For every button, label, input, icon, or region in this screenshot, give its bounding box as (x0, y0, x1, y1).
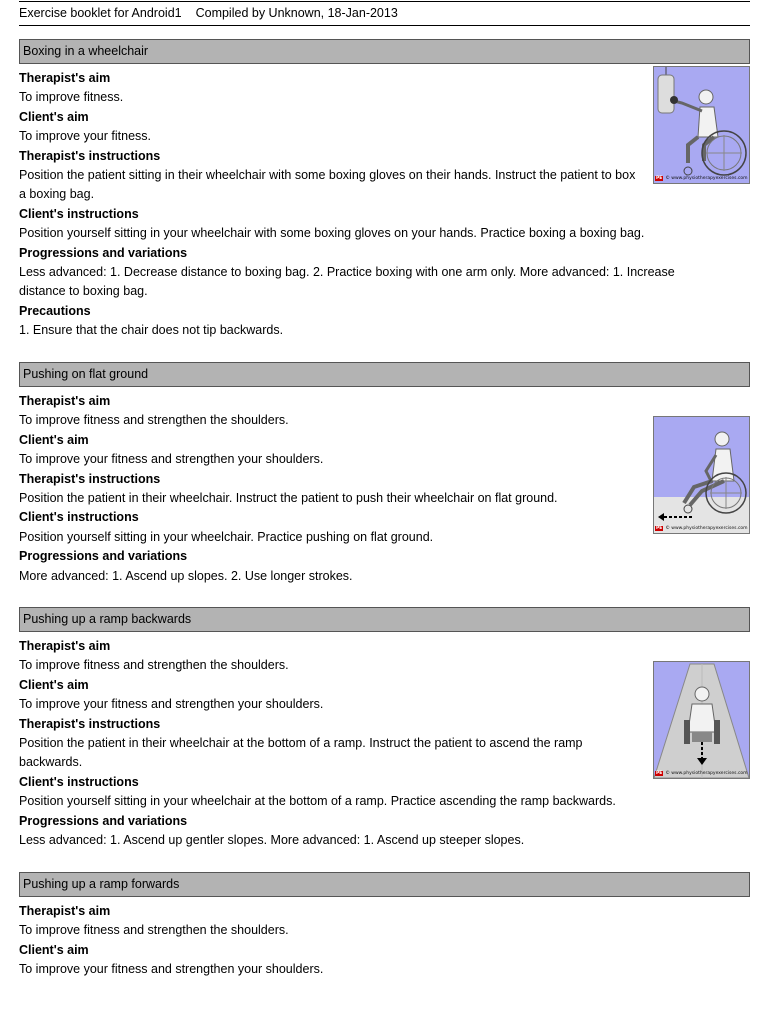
exercise-ramp-backwards (19, 607, 750, 850)
wheelchair-ramp-backwards-illustration (653, 661, 750, 779)
therapist-aim-text: To improve fitness. (19, 90, 124, 105)
client-instructions-heading: Client's instructions (19, 510, 139, 525)
therapist-aim-heading: Therapist's aim (19, 71, 111, 85)
client-aim-text: To improve your fitness. (19, 129, 151, 144)
client-instructions-heading: Client's instructions (19, 206, 139, 221)
precautions-text: 1. Ensure that the chair does not tip backwards. (19, 323, 284, 338)
client-aim-text: To improve your fitness and strengthen your shoulders. (19, 962, 324, 977)
client-aim-heading: Client's aim (19, 677, 89, 692)
exercise-title: Boxing in a wheelchair (19, 39, 750, 64)
exercise-ramp-forwards (19, 872, 750, 980)
client-instructions-text: Position yourself sitting in your wheelchair at the bottom of a ramp. Practice ascending the ramp backwards. (19, 794, 616, 809)
client-aim-heading: Client's aim (19, 109, 89, 124)
progressions-heading: Progressions and variations (19, 549, 188, 564)
exercise-title: Pushing on flat ground (19, 362, 750, 387)
image-credit: PE © www.physiotherapyexercises.com (656, 526, 748, 531)
therapist-instructions-heading: Therapist's instructions (19, 148, 161, 163)
therapist-aim-text: To improve fitness and strengthen the shoulders. (19, 658, 289, 673)
booklet-title: Exercise booklet for Android1 (19, 6, 182, 20)
therapist-aim-heading: Therapist's aim (19, 904, 111, 918)
progressions-text: Less advanced: 1. Ascend up gentler slopes. More advanced: 1. Ascend up steeper slopes. (19, 833, 525, 848)
therapist-aim-heading: Therapist's aim (19, 394, 111, 408)
image-credit: PE © www.physiotherapyexercises.com (656, 771, 748, 776)
therapist-instructions-heading: Therapist's instructions (19, 716, 161, 731)
compiled-by: Compiled by Unknown, 18-Jan-2013 (195, 6, 398, 20)
wheelchair-boxing-illustration (653, 66, 750, 184)
progressions-heading: Progressions and variations (19, 245, 188, 260)
progressions-text: Less advanced: 1. Decrease distance to boxing bag. 2. Practice boxing with one arm only. More advanced: 1. Increase distance to boxing bag. (19, 265, 675, 299)
image-credit: PE © www.physiotherapyexercises.com (656, 176, 748, 181)
booklet-header (19, 6, 412, 20)
header-rule (19, 25, 750, 26)
top-rule (19, 1, 750, 2)
therapist-instructions-text: Position the patient in their wheelchair at the bottom of a ramp. Instruct the patient to ascend the ramp backwards. (19, 736, 583, 770)
therapist-aim-text: To improve fitness and strengthen the shoulders. (19, 413, 289, 428)
exercise-title: Pushing up a ramp backwards (19, 607, 750, 632)
therapist-instructions-text: Position the patient in their wheelchair. Instruct the patient to push their wheelchair on flat ground. (19, 491, 558, 506)
exercise-title: Pushing up a ramp forwards (19, 872, 750, 897)
client-aim-heading: Client's aim (19, 432, 89, 447)
progressions-text: More advanced: 1. Ascend up slopes. 2. Use longer strokes. (19, 568, 353, 583)
client-aim-heading: Client's aim (19, 942, 89, 957)
client-instructions-heading: Client's instructions (19, 774, 139, 789)
client-aim-text: To improve your fitness and strengthen your shoulders. (19, 452, 324, 467)
client-aim-text: To improve your fitness and strengthen your shoulders. (19, 697, 324, 712)
therapist-aim-heading: Therapist's aim (19, 639, 111, 653)
client-instructions-text: Position yourself sitting in your wheelchair. Practice pushing on flat ground. (19, 529, 434, 544)
exercise-pushing-flat-ground (19, 362, 750, 586)
precautions-heading: Precautions (19, 303, 91, 318)
therapist-instructions-text: Position the patient sitting in their wheelchair with some boxing gloves on their hands. Instruct the patient to box a boxing bag. (19, 168, 636, 202)
therapist-instructions-heading: Therapist's instructions (19, 471, 161, 486)
wheelchair-pushing-flat-illustration (653, 416, 750, 534)
therapist-aim-text: To improve fitness and strengthen the shoulders. (19, 923, 289, 938)
progressions-heading: Progressions and variations (19, 813, 188, 828)
client-instructions-text: Position yourself sitting in your wheelchair with some boxing gloves on your hands. Practice boxing a boxing bag. (19, 226, 645, 241)
exercise-boxing-in-wheelchair (19, 39, 750, 341)
